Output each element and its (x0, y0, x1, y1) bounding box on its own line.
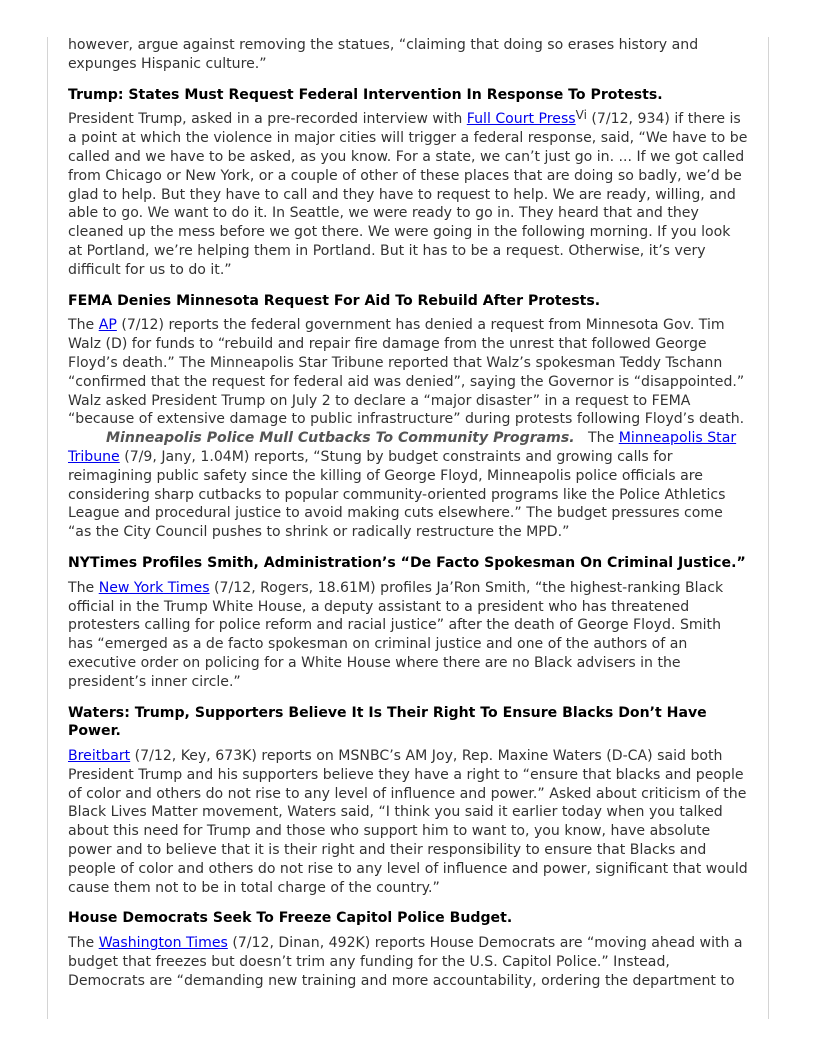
article-headline: Waters: Trump, Supporters Believe It Is Their Right To Ensure Blacks Don’t Have Power. (68, 704, 707, 740)
source-link-minneapolis-star-tribune[interactable]: Minneapolis Star Tribune (68, 430, 737, 465)
article-paragraph: The New York Times (7/12, Rogers, 18.61M) profiles Ja’Ron Smith, “the highest-ranking Black official in the Trump White House, a deputy assistant to a president who has threatened protesters calling for police reform and racial justice” after the death of George Floyd. Smith has “emerged as a de facto spokesman on criminal justice and one of the authors of an executive order on policing for a White House where there are no Black advisers in the president’s inner circle.” (68, 579, 724, 690)
source-link-ap[interactable]: AP (98, 317, 117, 334)
sub-article-headline: Minneapolis Police Mull Cutbacks To Community Programs. (106, 430, 575, 447)
article-paragraph: The Washington Times (7/12, Dinan, 492K) reports House Democrats are “moving ahead with a budget that freezes but doesn’t trim any funding for the U.S. Capitol Police.” Instead, Democrats are “demanding new training and more accountability, ordering the department to (68, 935, 743, 989)
article-paragraph: Breitbart (7/12, Key, 673K) reports on MSNBC’s AM Joy, Rep. Maxine Waters (D-CA) said both President Trump and his supporters believe they have a right to “ensure that blacks and people of color and others do not rise to any level of influence and power.” Asked about criticism of the Black Lives Matter movement, Waters said, “I think you said it earlier today when you talked about this need for Trump and those who support him to want to, you know, have absolute power and to believe that it is their right and their responsibility to ensure that Blacks and people of color and others do not rise to any level of influence and power, significant that would cause them not to be in total charge of the country.” (68, 748, 748, 896)
article-headline: Trump: States Must Request Federal Intervention In Response To Protests. (68, 86, 663, 103)
source-link-new-york-times[interactable]: New York Times (98, 579, 210, 596)
sub-article-paragraph: Minneapolis Police Mull Cutbacks To Community Programs. The Minneapolis Star Tribune (7/9, Jany, 1.04M) reports, “Stung by budget constraints and growing calls for reimagining public safety since the killing of George Floyd, Minneapolis police officials are considering sharp cutbacks to popular community-oriented programs like the Police Athletics League and procedural justice to avoid making cuts elsewhere.” The budget pressures come “as the City Council pushes to shrink or radically restructure the MPD.” (68, 430, 737, 541)
article-paragraph: President Trump, asked in a pre-recorded interview with Full Court Press$^{Vi}$ (7/12, 934) if there is a point at which the violence in major cities will trigger a federal response, said, “We have to be called and we have to be asked, as you know. For a state, we can’t just go in. ... If we got called from Chicago or New York, or a couple of other of these places that are doing so badly, we’d be glad to help. But they have to call and they have to request to help. We are ready, willing, and able to go. We want to do it. In Seattle, we were ready to go in. They heard that and they cleaned up the mess before we got there. We were going in the following morning. If you look at Portland, we’re helping them in Portland. But it has to be a request. Otherwise, it’s very difficult for us to do it.” (68, 108, 748, 278)
document-body (68, 36, 748, 991)
right-margin-rule (768, 37, 769, 1019)
footnote-marker: Vi (575, 108, 587, 123)
article-paragraph: The AP (7/12) reports the federal government has denied a request from Minnesota Gov. Tim Walz (D) for funds to “rebuild and repair fire damage from the unrest that followed George Floyd’s death.” The Minneapolis Star Tribune reported that Walz’s spokesman Teddy Tschann “confirmed that the request for federal aid was denied”, saying the Governor is “disappointed.” Walz asked President Trump on July 2 to declare a “major disaster” in a request to FEMA “because of extensive damage to public infrastructure” during protests following Floyd’s death. (68, 317, 745, 428)
source-link-full-court-press[interactable]: Full Court Press (466, 111, 576, 128)
source-link-washington-times[interactable]: Washington Times (98, 935, 228, 952)
left-margin-rule (47, 37, 48, 1019)
article-headline: House Democrats Seek To Freeze Capitol Police Budget. (68, 910, 513, 927)
article-headline: NYTimes Profiles Smith, Administration’s “De Facto Spokesman On Criminal Justice.” (68, 554, 746, 571)
continuation-paragraph: however, argue against removing the statues, “claiming that doing so erases history and expunges Hispanic culture.” (68, 37, 699, 72)
article-headline: FEMA Denies Minnesota Request For Aid To Rebuild After Protests. (68, 292, 601, 309)
source-link-breitbart[interactable]: Breitbart (68, 748, 131, 765)
